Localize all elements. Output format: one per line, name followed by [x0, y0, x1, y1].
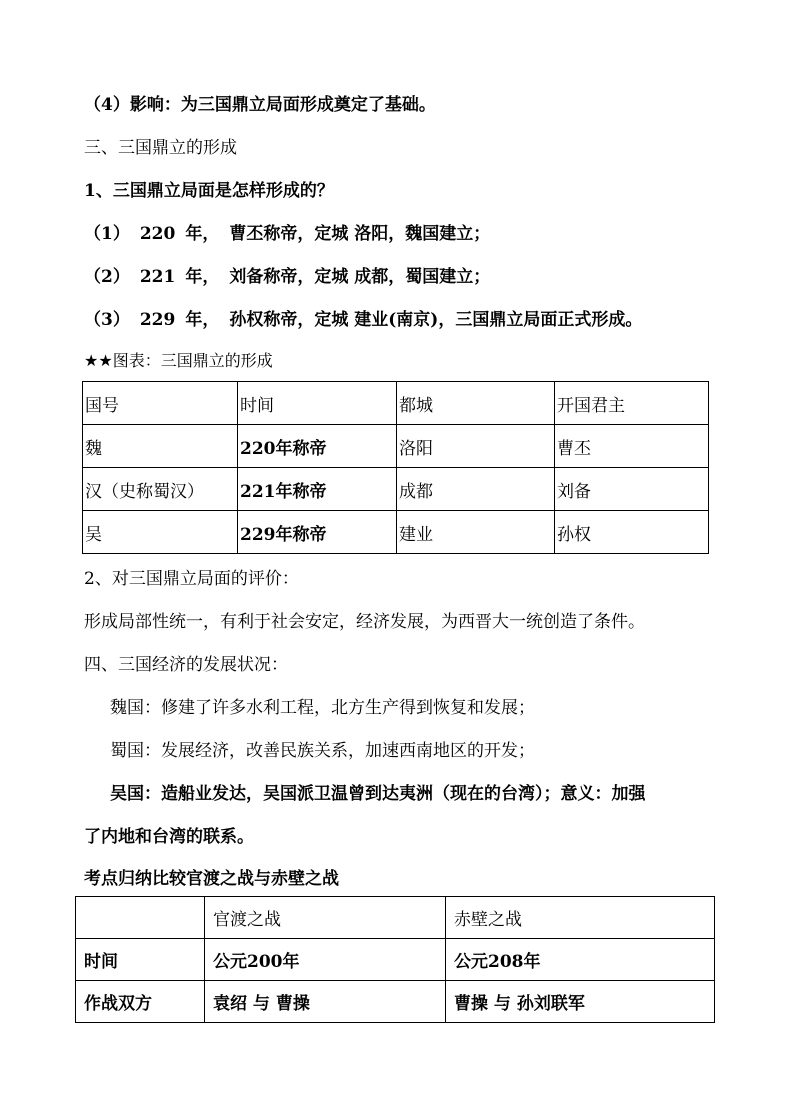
- economy-wu-continued: 了内地和台湾的联系。: [84, 827, 254, 847]
- economy-shu: 蜀国：发展经济，改善民族关系，加速西南地区的开发；: [110, 741, 535, 761]
- table-cell: 汉（史称蜀汉）: [83, 468, 238, 511]
- event-year: 220: [139, 224, 176, 244]
- comparison-heading: 考点归纳比较官渡之战与赤壁之战: [84, 869, 339, 889]
- three-kingdoms-table: [82, 381, 709, 554]
- table-row: [83, 425, 709, 468]
- table-row: [83, 511, 709, 554]
- table-cell: 公元208年: [446, 939, 715, 981]
- header-cell: 时间: [238, 382, 397, 425]
- event-number: （3）: [84, 310, 130, 330]
- event-number: （2）: [84, 267, 130, 287]
- table-cell: 孙权: [555, 511, 709, 554]
- chart-caption: ★★图表：三国鼎立的形成: [84, 351, 273, 370]
- header-cell: 赤壁之战: [446, 897, 715, 939]
- header-cell: [76, 897, 205, 939]
- table-header-row: [83, 382, 709, 425]
- header-cell: 国号: [83, 382, 238, 425]
- header-cell: 官渡之战: [205, 897, 446, 939]
- event-year-unit: 年，: [185, 310, 220, 330]
- event-line-3: [84, 309, 642, 331]
- economy-wei: 魏国：修建了许多水利工程，北方生产得到恢复和发展；: [110, 698, 535, 718]
- table-cell: 229年称帝: [238, 511, 397, 554]
- event-line-2: [84, 266, 490, 288]
- event-description: 刘备称帝，定城 成都，蜀国建立；: [229, 267, 491, 287]
- header-cell: 都城: [397, 382, 555, 425]
- impact-line: （4）影响：为三国鼎立局面形成奠定了基础。: [84, 95, 436, 115]
- event-line-1: [84, 223, 490, 245]
- table-cell: 成都: [397, 468, 555, 511]
- event-year-unit: 年，: [185, 224, 220, 244]
- section-heading-4: 四、三国经济的发展状况：: [84, 655, 288, 675]
- event-description: 曹丕称帝，定城 洛阳，魏国建立；: [229, 224, 491, 244]
- table-cell: 作战双方: [76, 981, 205, 1023]
- event-year: 229: [139, 310, 176, 330]
- question-heading: 1、三国鼎立局面是怎样形成的？: [84, 181, 334, 201]
- table-cell: 时间: [76, 939, 205, 981]
- header-cell: 开国君主: [555, 382, 709, 425]
- table-row: [76, 939, 715, 981]
- evaluation-heading: 2、对三国鼎立局面的评价：: [84, 569, 299, 589]
- table-cell: 洛阳: [397, 425, 555, 468]
- event-year: 221: [139, 267, 176, 287]
- economy-wu: 吴国：造船业发达，吴国派卫温曾到达夷洲（现在的台湾）；意义：加强: [110, 784, 646, 804]
- section-heading-3: 三、三国鼎立的形成: [84, 138, 237, 158]
- table-header-row: [76, 897, 715, 939]
- table-cell: 刘备: [555, 468, 709, 511]
- event-number: （1）: [84, 224, 130, 244]
- evaluation-text: 形成局部性统一，有利于社会安定，经济发展，为西晋大一统创造了条件。: [84, 612, 645, 632]
- table-cell: 曹丕: [555, 425, 709, 468]
- event-description: 孙权称帝，定城 建业(南京)，三国鼎立局面正式形成。: [229, 310, 643, 330]
- table-row: [76, 981, 715, 1023]
- table-cell: 魏: [83, 425, 238, 468]
- event-year-unit: 年，: [185, 267, 220, 287]
- table-cell: 建业: [397, 511, 555, 554]
- table-cell: 袁绍 与 曹操: [205, 981, 446, 1023]
- table-cell: 吴: [83, 511, 238, 554]
- table-cell: 220年称帝: [238, 425, 397, 468]
- table-row: [83, 468, 709, 511]
- table-cell: 曹操 与 孙刘联军: [446, 981, 715, 1023]
- table-cell: 221年称帝: [238, 468, 397, 511]
- battle-comparison-table: [75, 896, 715, 1023]
- table-cell: 公元200年: [205, 939, 446, 981]
